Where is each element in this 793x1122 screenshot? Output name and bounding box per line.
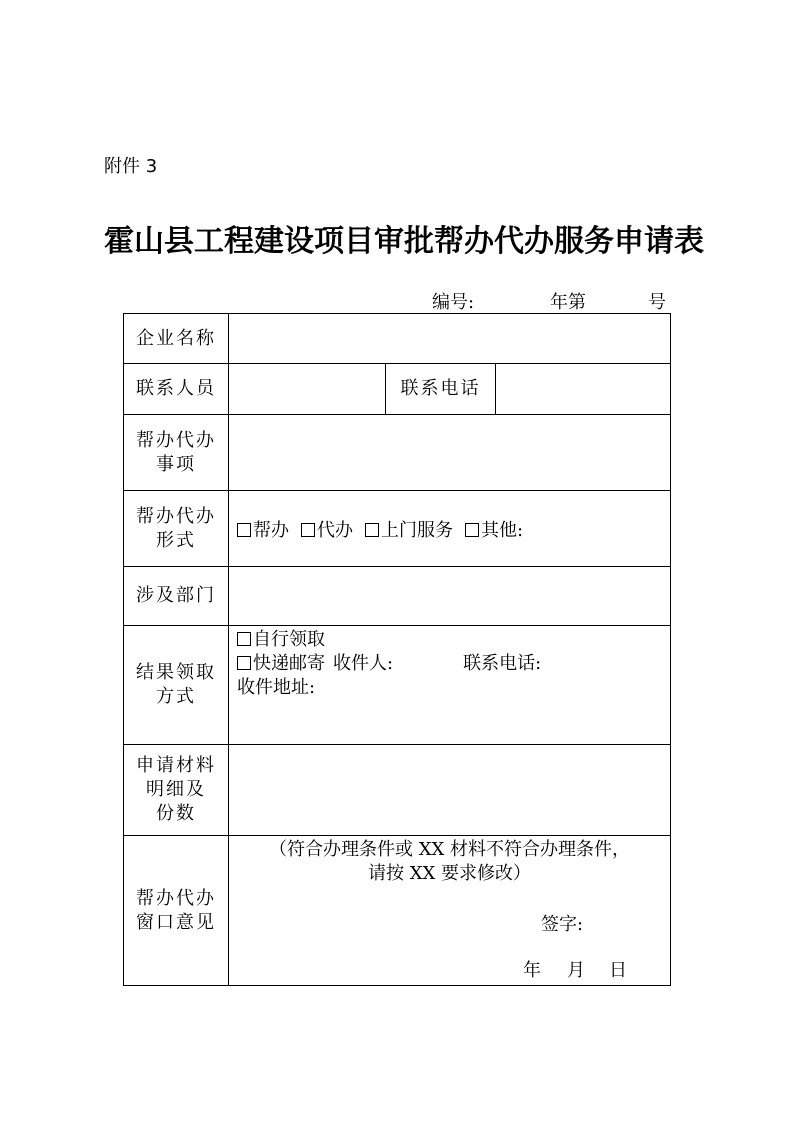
window-opinion-field[interactable] [229, 836, 671, 986]
materials-field[interactable] [229, 745, 671, 836]
result-method-label [124, 626, 229, 745]
materials-label [124, 745, 229, 836]
company-name-field[interactable] [229, 314, 671, 364]
mode-option-onsite[interactable]: 上门服务 [365, 520, 453, 541]
checkbox-icon[interactable] [465, 523, 479, 537]
date-month: 月 [567, 960, 585, 981]
row-contact [124, 364, 671, 415]
result-self-pickup[interactable]: 自行领取 [237, 628, 670, 652]
service-mode-options [229, 491, 671, 567]
window-opinion-label-line2: 窗口意见 [136, 911, 216, 933]
row-mode [124, 491, 671, 567]
materials-label-line3: 份数 [156, 803, 196, 824]
result-method-options [229, 626, 671, 745]
mode-option-proxy[interactable]: 代办 [301, 520, 353, 541]
row-opinion [124, 836, 671, 986]
checkbox-icon[interactable] [237, 656, 251, 670]
recipient-phone-label: 联系电话: [463, 653, 542, 674]
row-dept [124, 567, 671, 626]
mode-option-assist[interactable]: 帮办 [237, 520, 289, 541]
service-matter-label-line2: 事项 [156, 453, 196, 475]
recipient-label: 收件人: [333, 653, 394, 674]
company-name-label: 企业名称 [124, 314, 229, 364]
checkbox-icon[interactable] [237, 632, 251, 646]
checkbox-icon[interactable] [365, 523, 379, 537]
row-matter [124, 415, 671, 491]
service-mode-label-line2: 形式 [156, 529, 196, 551]
date-day: 日 [609, 960, 627, 981]
serial-label: 编号: [432, 292, 475, 313]
row-result [124, 626, 671, 745]
service-matter-label [124, 415, 229, 491]
window-opinion-label-line1: 帮办代办 [136, 887, 216, 909]
row-materials [124, 745, 671, 836]
mode-option-other[interactable]: 其他: [465, 520, 523, 541]
checkbox-icon[interactable] [237, 523, 251, 537]
contact-person-field[interactable] [229, 364, 386, 415]
row-company [124, 314, 671, 364]
materials-label-line1: 申请材料 [136, 755, 216, 776]
window-opinion-label [124, 836, 229, 986]
result-method-label-line1: 结果领取 [136, 662, 216, 683]
attachment-number: 附件 3 [104, 156, 158, 177]
materials-label-line2: 明细及 [146, 779, 206, 800]
contact-phone-label: 联系电话 [386, 364, 496, 415]
result-express[interactable]: 快递邮寄 收件人: 联系电话: [237, 652, 670, 676]
signature-label: 签字: [541, 914, 584, 935]
form-title: 霍山县工程建设项目审批帮办代办服务申请表 [104, 224, 704, 259]
opinion-hint [229, 838, 670, 886]
application-form-table [123, 313, 671, 986]
serial-year: 年第 [550, 292, 586, 313]
service-matter-field[interactable] [229, 415, 671, 491]
contact-phone-field[interactable] [496, 364, 671, 415]
date-year: 年 [523, 960, 541, 981]
service-matter-label-line1: 帮办代办 [136, 429, 216, 451]
service-mode-label [124, 491, 229, 567]
serial-number-suffix: 号 [648, 292, 666, 313]
opinion-hint-line2: 请按 XX 要求修改） [367, 863, 532, 884]
checkbox-icon[interactable] [301, 523, 315, 537]
departments-label: 涉及部门 [124, 567, 229, 626]
opinion-hint-line1: （符合办理条件或 XX 材料不符合办理条件， [268, 839, 631, 860]
service-mode-label-line1: 帮办代办 [136, 505, 216, 527]
recipient-address-label: 收件地址: [237, 677, 316, 698]
contact-person-label: 联系人员 [124, 364, 229, 415]
result-method-label-line2: 方式 [156, 686, 196, 707]
departments-field[interactable] [229, 567, 671, 626]
